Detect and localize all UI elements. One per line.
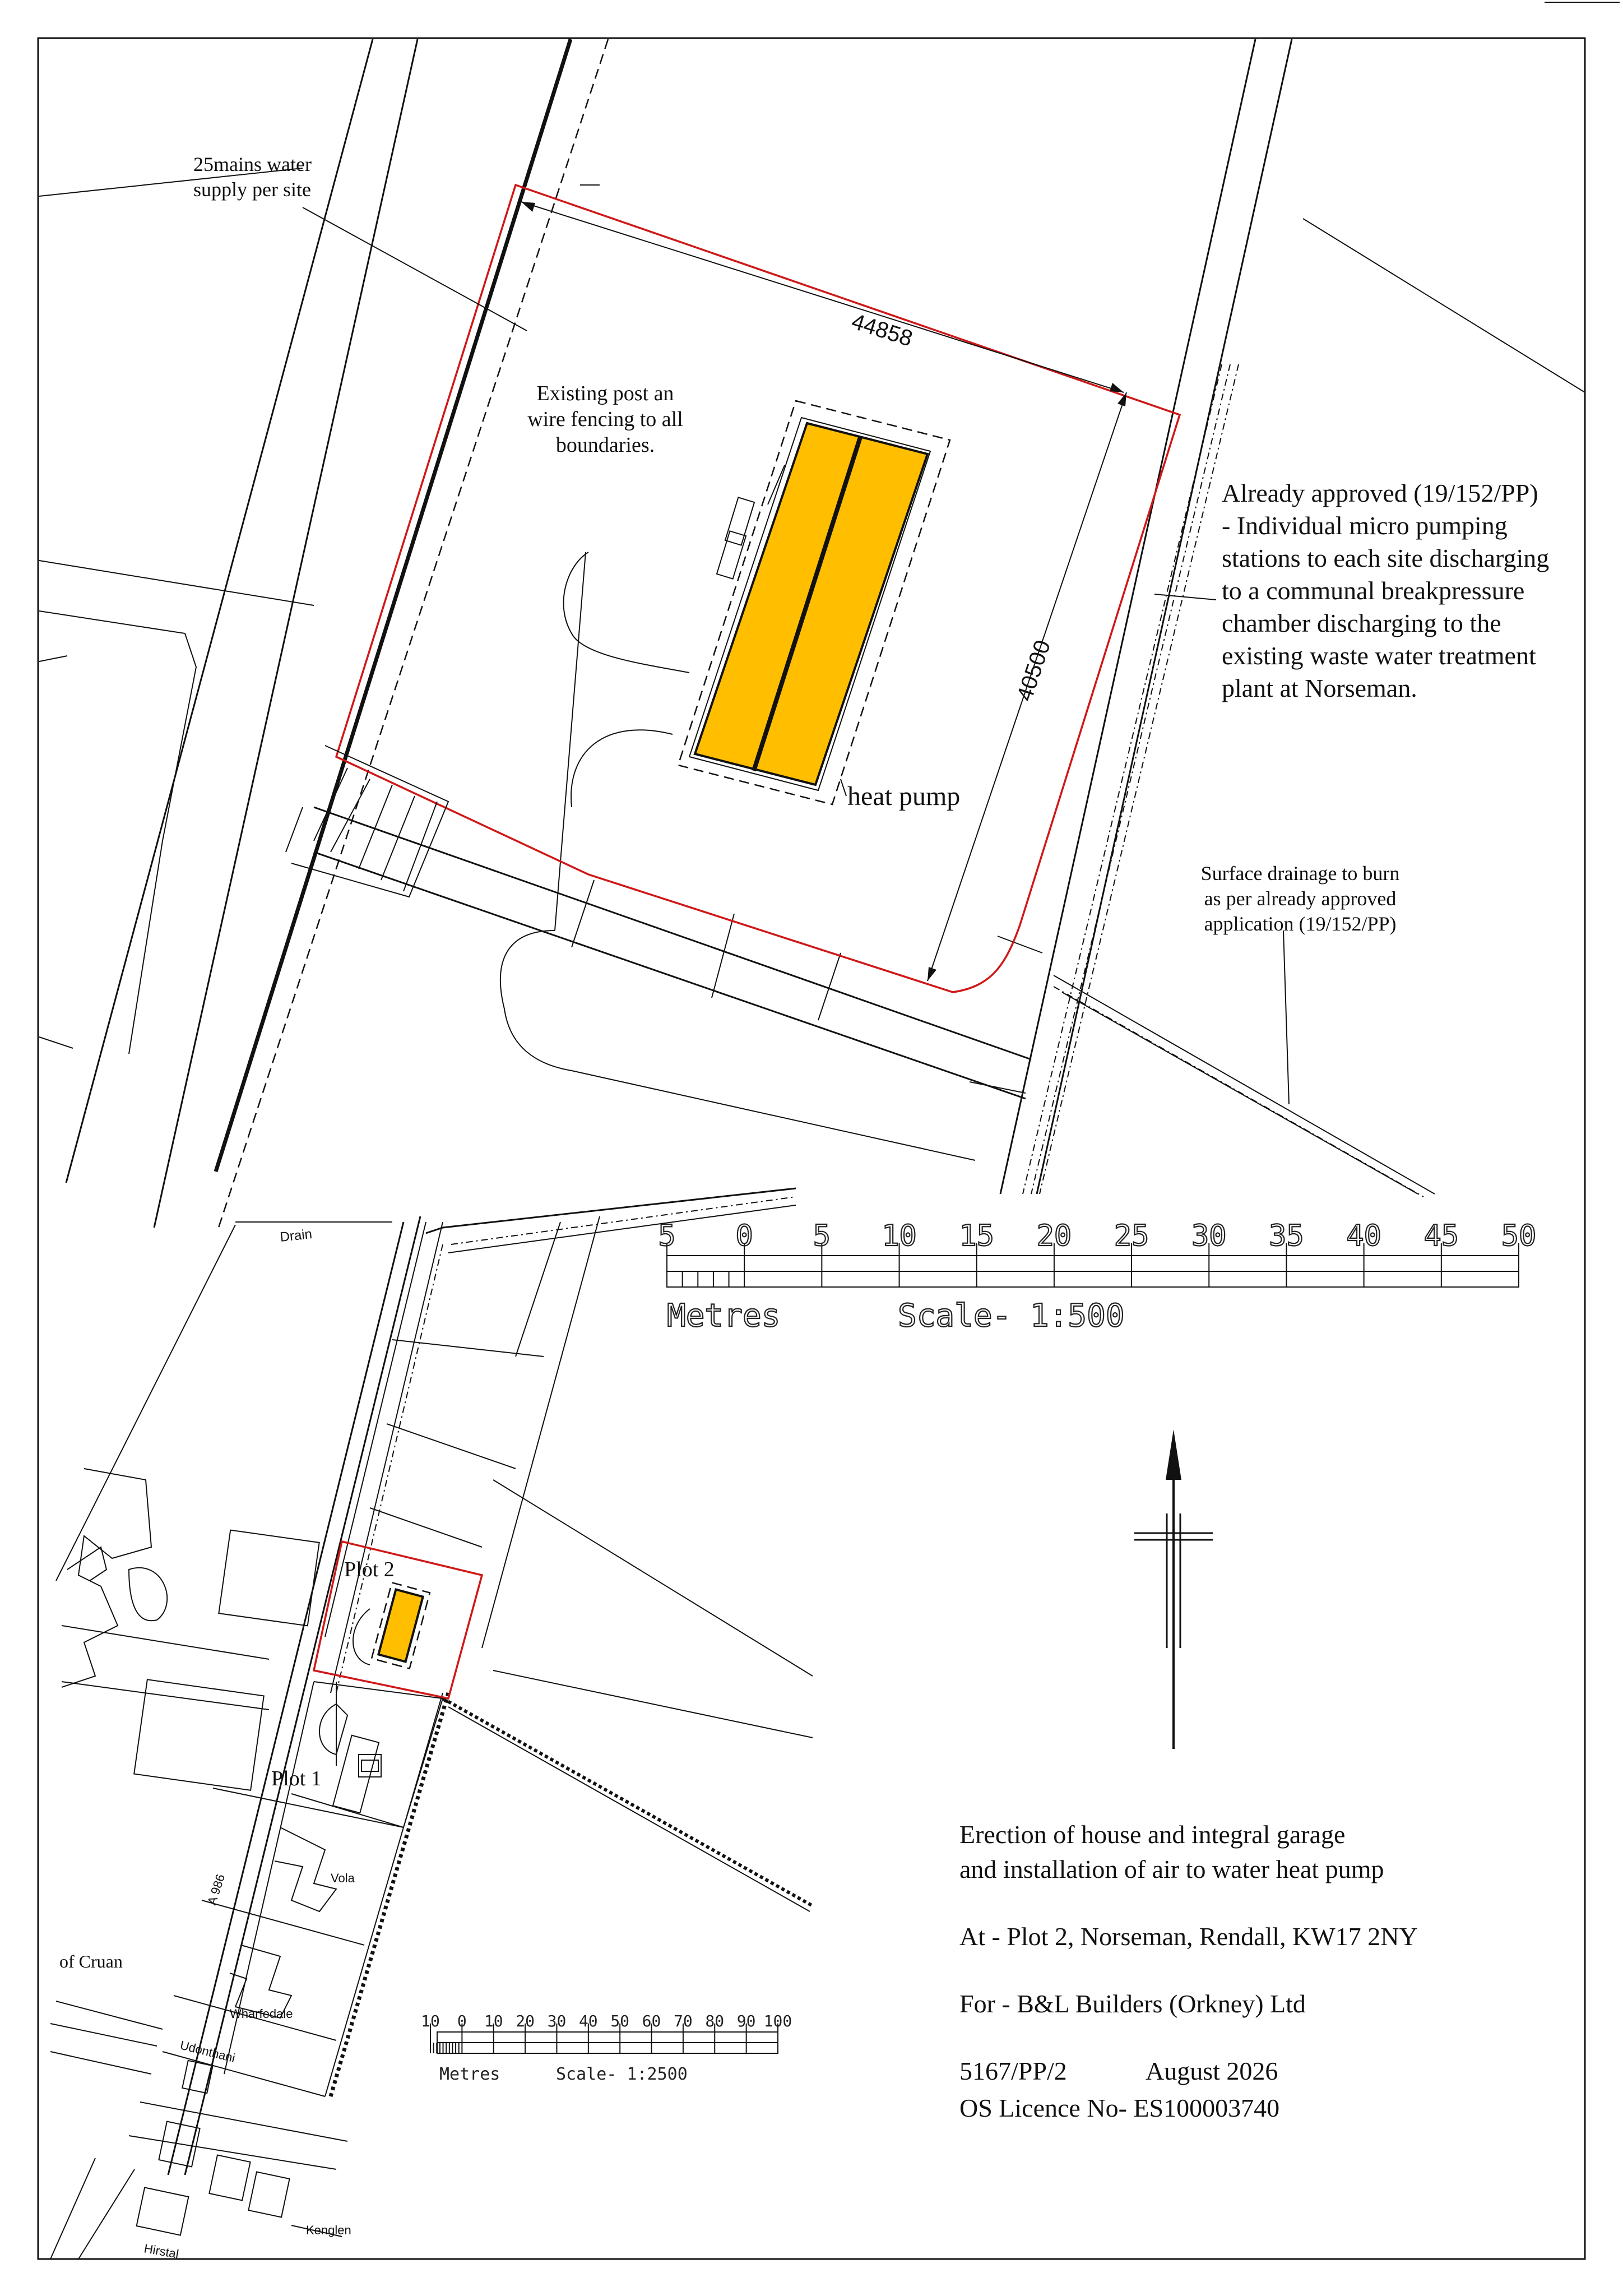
title-licence: OS Licence No- ES100003740 — [959, 2094, 1280, 2122]
scale-bar-1-2500 — [421, 2012, 792, 2084]
fencing-note-1: Existing post an — [536, 382, 674, 405]
title-client: For - B&L Builders (Orkney) Ltd — [959, 1989, 1306, 2018]
label-plot-2: Plot 2 — [344, 1558, 395, 1581]
dim-depth-label: 40500 — [1012, 637, 1056, 704]
scale_large-tick-label: 25 — [1114, 1219, 1149, 1253]
scale-small-ratio: Scale- 1:2500 — [556, 2064, 688, 2084]
scale_small-tick-label: 60 — [642, 2012, 661, 2030]
label-udonthani: Udonthani — [178, 2038, 237, 2066]
heat-pump-label: heat pump — [847, 781, 961, 811]
scale_small-tick-label: 80 — [705, 2012, 725, 2030]
dim-width-label: 44858 — [848, 309, 916, 351]
scale_small-tick-label: 30 — [547, 2012, 567, 2030]
scale-bar-1-500 — [658, 1219, 1536, 1334]
svg-text:application (19/152/PP): application (19/152/PP) — [1204, 913, 1397, 935]
fencing-note-2: wire fencing to all — [527, 408, 683, 431]
label-plot-1: Plot 1 — [271, 1767, 322, 1790]
svg-text:to a communal breakpressure: to a communal breakpressure — [1222, 576, 1525, 605]
label-wharfedale: Wharfedale — [230, 2007, 293, 2021]
title-block — [959, 1820, 1418, 2122]
north-arrow — [1134, 1429, 1213, 1749]
scale-small-units: Metres — [439, 2064, 500, 2084]
svg-text:Surface drainage to burn: Surface drainage to burn — [1200, 862, 1400, 885]
water-supply-note-2: supply per site — [193, 178, 311, 201]
scale_small-tick-label: 20 — [516, 2012, 535, 2030]
location-plot-2-house — [378, 1590, 423, 1662]
scale_small-tick-label: 50 — [610, 2012, 630, 2030]
scale_large-tick-label: 0 — [735, 1219, 753, 1253]
scale_small-tick-label: 10 — [421, 2012, 440, 2030]
water-supply-note-1: 25mains water — [193, 153, 312, 175]
site-plan — [39, 39, 1585, 1228]
scale_large-tick-label: 40 — [1346, 1219, 1381, 1253]
scale_small-tick-label: 90 — [736, 2012, 756, 2030]
svg-text:- Individual micro pumping: - Individual micro pumping — [1222, 511, 1508, 540]
svg-text:plant at Norseman.: plant at Norseman. — [1222, 674, 1417, 702]
surface-drainage-note — [1201, 862, 1400, 935]
approved-drainage-note — [1222, 479, 1549, 702]
svg-text:stations to each site discharg: stations to each site discharging — [1222, 544, 1550, 572]
scale_large-tick-label: 5 — [813, 1219, 831, 1253]
scale_large-tick-label: 10 — [882, 1219, 917, 1253]
label-vola: Vola — [331, 1871, 355, 1885]
title-line-1: Erection of house and integral garage — [959, 1820, 1346, 1849]
scale_large-tick-label: 30 — [1191, 1219, 1227, 1253]
scale_small-tick-label: 0 — [457, 2012, 467, 2030]
title-line-2: and installation of air to water heat pump — [959, 1855, 1384, 1883]
scale_large-tick-label: 35 — [1269, 1219, 1304, 1253]
proposed-house — [678, 401, 950, 804]
title-date: August 2026 — [1146, 2057, 1278, 2085]
label-drain: Drain — [279, 1226, 313, 1245]
scale_large-tick-label: 15 — [959, 1219, 995, 1253]
scale_large-tick-label: 5 — [658, 1219, 676, 1253]
scale_large-tick-label: 50 — [1501, 1219, 1537, 1253]
fencing-note-3: boundaries. — [555, 433, 655, 457]
scale-large-ratio: Scale- 1:500 — [898, 1298, 1125, 1334]
label-hirstal: Hirstal — [143, 2241, 180, 2261]
label-road-a986: A 986 — [204, 1872, 228, 1907]
svg-text:as per already approved: as per already approved — [1204, 887, 1397, 910]
location-plan — [50, 1188, 813, 2261]
label-of-cruan: of Cruan — [59, 1951, 123, 1971]
svg-text:Already approved (19/152/PP): Already approved (19/152/PP) — [1222, 479, 1538, 507]
title-ref: 5167/PP/2 — [959, 2057, 1067, 2085]
svg-text:existing waste water treatment: existing waste water treatment — [1222, 641, 1536, 670]
scale-large-units: Metres — [667, 1298, 781, 1334]
scale_small-tick-label: 100 — [763, 2012, 792, 2030]
scale_large-tick-label: 20 — [1036, 1219, 1072, 1253]
scale_large-tick-label: 45 — [1423, 1219, 1459, 1253]
scale_small-tick-label: 70 — [674, 2012, 693, 2030]
scale_small-tick-label: 10 — [484, 2012, 503, 2030]
title-address: At - Plot 2, Norseman, Rendall, KW17 2NY — [959, 1922, 1418, 1951]
scale_small-tick-label: 40 — [578, 2012, 598, 2030]
svg-text:chamber discharging to the: chamber discharging to the — [1222, 609, 1501, 637]
label-kenglen: Kenglen — [306, 2223, 351, 2237]
